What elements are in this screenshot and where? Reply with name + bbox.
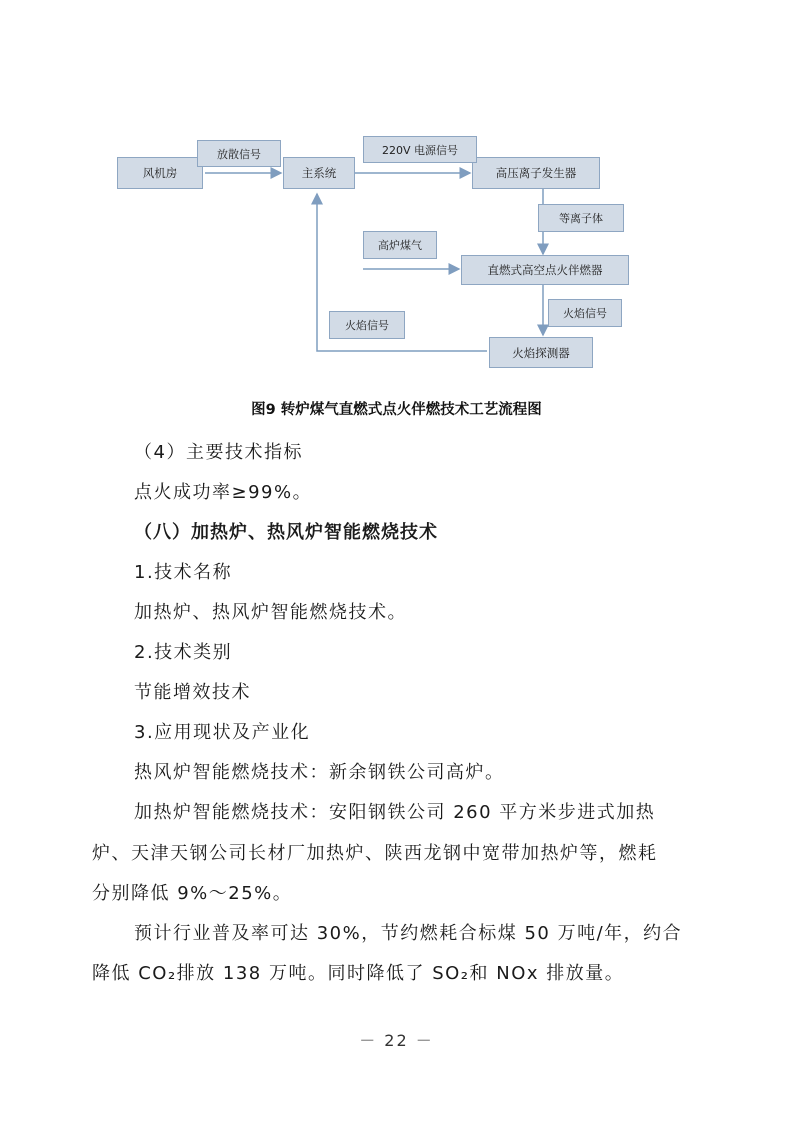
paragraph: 加热炉、热风炉智能燃烧技术。 [134, 602, 407, 623]
subheading-tech-indicators: （4）主要技术指标 [134, 442, 303, 463]
page-number: － 22 － [359, 1031, 434, 1050]
paragraph: 降低 CO₂排放 138 万吨。同时降低了 SO₂和 NOx 排放量。 [92, 963, 625, 984]
paragraph: 点火成功率≥99%。 [134, 482, 313, 503]
subheading-tech-category: 2.技术类别 [134, 642, 233, 663]
process-flow-diagram [115, 132, 715, 382]
box-fan-room: 风机房 [117, 157, 203, 189]
subheading-application-status: 3.应用现状及产业化 [134, 722, 311, 743]
label-discharge-signal: 放散信号 [197, 140, 281, 167]
paragraph: 炉、天津天钢公司长材厂加热炉、陕西龙钢中宽带加热炉等，燃耗 [92, 843, 658, 864]
box-flame-detector: 火焰探测器 [489, 337, 593, 368]
label-flame-signal-left: 火焰信号 [329, 311, 405, 339]
box-main-system: 主系统 [283, 157, 355, 189]
subheading-tech-name: 1.技术名称 [134, 562, 233, 583]
section-heading: （八）加热炉、热风炉智能燃烧技术 [134, 522, 438, 543]
paragraph: 热风炉智能燃烧技术：新余钢铁公司高炉。 [134, 762, 505, 783]
label-power-signal: 220V 电源信号 [363, 136, 477, 163]
label-flame-signal-right: 火焰信号 [548, 299, 622, 327]
box-igniter-burner: 直燃式高空点火伴燃器 [461, 255, 629, 285]
figure-caption: 图9 转炉煤气直燃式点火伴燃技术工艺流程图 [251, 402, 542, 418]
label-plasma: 等离子体 [538, 204, 624, 232]
paragraph: 预计行业普及率可达 30%，节约燃耗合标煤 50 万吨/年，约合 [134, 923, 683, 944]
paragraph: 加热炉智能燃烧技术：安阳钢铁公司 260 平方米步进式加热 [134, 802, 656, 823]
box-hv-ion-generator: 高压离子发生器 [472, 157, 600, 189]
paragraph: 分别降低 9%～25%。 [92, 883, 293, 904]
label-bf-gas: 高炉煤气 [363, 231, 437, 259]
paragraph: 节能增效技术 [134, 682, 251, 703]
